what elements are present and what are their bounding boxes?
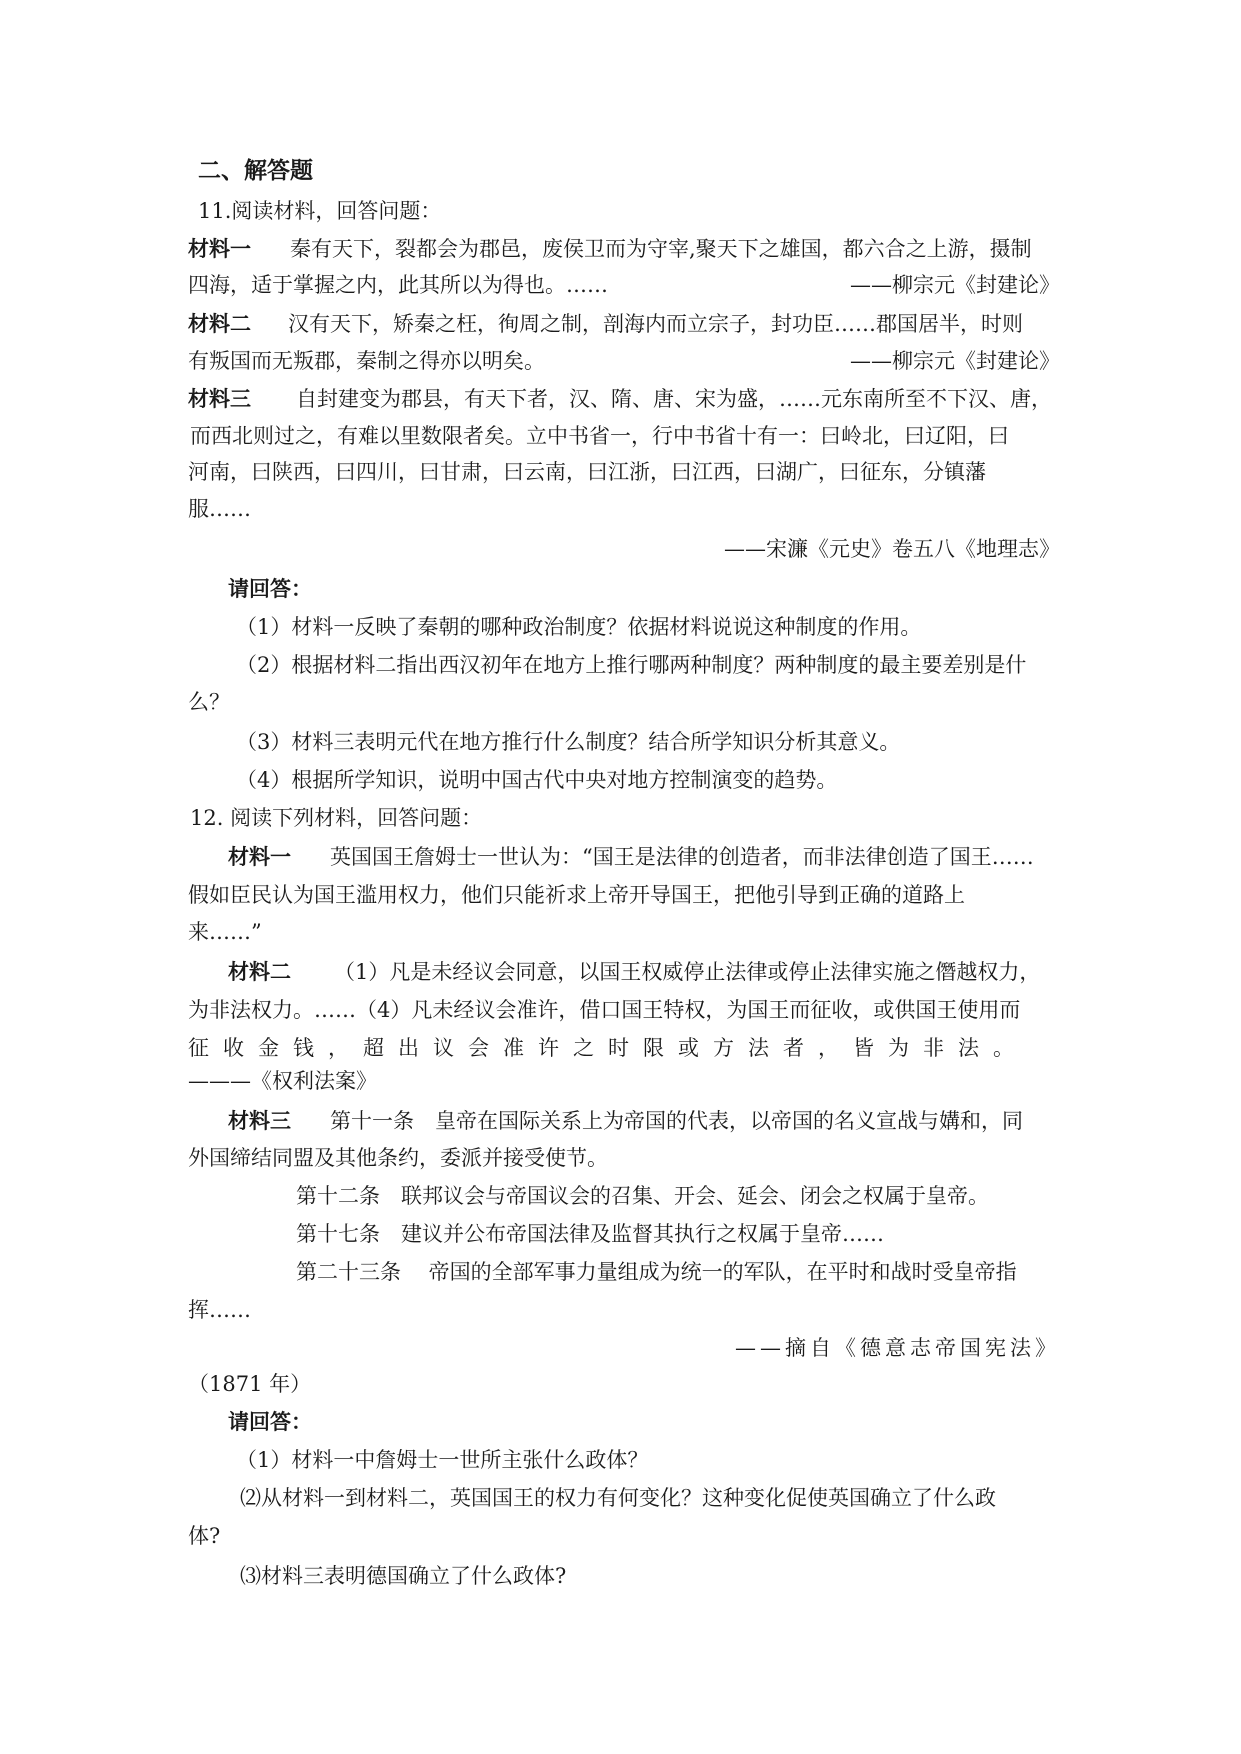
q12-material2-line3: 征收金钱，超出议会准许之时限或方法者，皆为非法。 — [188, 1036, 1028, 1060]
q12-material3-label: 材料三 — [228, 1109, 291, 1133]
q12-material3-year: （1871 年） — [188, 1372, 312, 1396]
q12-material1-label: 材料一 — [228, 845, 291, 869]
q11-material1-source: ——柳宗元《封建论》 — [850, 273, 1060, 297]
q11-material1-label: 材料一 — [188, 237, 251, 261]
q11-question3: （3）材料三表明元代在地方推行什么制度？结合所学知识分析其意义。 — [236, 730, 901, 754]
q12-material1-line2: 假如臣民认为国王滥用权力，他们只能祈求上帝开导国王，把他引导到正确的道路上 — [188, 883, 965, 907]
section-title: 二、解答题 — [198, 158, 313, 184]
q11-material1-line2: 四海，适于掌握之内，此其所以为得也。…… — [188, 273, 608, 297]
q12-question2-line1: ⑵从材料一到材料二，英国国王的权力有何变化？这种变化促使英国确立了什么政 — [240, 1486, 996, 1510]
q12-answer-label: 请回答： — [228, 1410, 312, 1434]
q12-material1-line3: 来……” — [188, 920, 262, 944]
q12-question3: ⑶材料三表明德国确立了什么政体? — [240, 1564, 567, 1588]
q12-material2-source: ———《权利法案》 — [188, 1069, 377, 1093]
q12-material3-article23: 第二十三条 帝国的全部军事力量组成为统一的军队，在平时和战时受皇帝指 — [296, 1260, 1017, 1284]
q11-prompt: 11.阅读材料，回答问题： — [198, 199, 442, 223]
q12-prompt: 12. 阅读下列材料，回答问题： — [190, 806, 483, 830]
q11-material3-line4: 服…… — [188, 497, 251, 521]
q11-question4: （4）根据所学知识，说明中国古代中央对地方控制演变的趋势。 — [236, 768, 838, 792]
q11-material3-source: ——宋濂《元史》卷五八《地理志》 — [724, 537, 1060, 561]
q12-question2-line2: 体? — [188, 1524, 221, 1548]
q12-material2-label: 材料二 — [228, 960, 291, 984]
q11-material3-line2: 而西北则过之，有难以里数限者矣。立中书省一，行中书省十有一：曰岭北，曰辽阳，曰 — [190, 424, 1009, 448]
q11-material2-line2: 有叛国而无叛郡，秦制之得亦以明矣。 — [188, 349, 545, 373]
q11-material2-line1: 汉有天下，矫秦之枉，徇周之制，剖海内而立宗子，封功臣……郡国居半，时则 — [288, 312, 1023, 336]
q12-material2-line2: 为非法权力。……（4）凡未经议会准许，借口国王特权，为国王而征收，或供国王使用而 — [188, 998, 1021, 1022]
q12-material3-line2: 外国缔结同盟及其他条约，委派并接受使节。 — [188, 1146, 608, 1170]
q11-question2-line1: （2）根据材料二指出西汉初年在地方上推行哪两种制度？两种制度的最主要差别是什 — [236, 653, 1027, 677]
q11-material1-line1: 秦有天下，裂都会为郡邑，废侯卫而为守宰,聚天下之雄国，都六合之上游，摄制 — [290, 237, 1032, 261]
q11-material3-line3: 河南，曰陕西，曰四川，曰甘肃，曰云南，曰江浙，曰江西，曰湖广，曰征东，分镇藩 — [188, 460, 986, 484]
q11-material2-label: 材料二 — [188, 312, 251, 336]
q11-material2-source: ——柳宗元《封建论》 — [850, 349, 1060, 373]
q12-material1-line1: 英国国王詹姆士一世认为：“国王是法律的创造者，而非法律创造了国王…… — [330, 845, 1034, 869]
q11-question1: （1）材料一反映了秦朝的哪种政治制度？依据材料说说这种制度的作用。 — [236, 615, 922, 639]
q12-material3-article17: 第十七条 建议并公布帝国法律及监督其执行之权属于皇帝…… — [296, 1222, 884, 1246]
q11-material3-line1: 自封建变为郡县，有天下者，汉、隋、唐、宋为盛，……元东南所至不下汉、唐， — [296, 387, 1052, 411]
q11-question2-line2: 么？ — [188, 690, 230, 714]
q12-question1: （1）材料一中詹姆士一世所主张什么政体？ — [236, 1448, 649, 1472]
q12-material3-line6: 挥…… — [188, 1298, 251, 1322]
q11-answer-label: 请回答： — [228, 577, 312, 601]
q11-material3-label: 材料三 — [188, 387, 251, 411]
q12-material3-line1: 第十一条 皇帝在国际关系上为帝国的代表，以帝国的名义宣战与媾和，同 — [330, 1109, 1023, 1133]
q12-material3-article12: 第十二条 联邦议会与帝国议会的召集、开会、延会、闭会之权属于皇帝。 — [296, 1184, 989, 1208]
q12-material3-source: ——摘自《德意志帝国宪法》 — [735, 1336, 1060, 1360]
q12-material2-line1: （1）凡是未经议会同意，以国王权威停止法律或停止法律实施之僭越权力， — [334, 960, 1041, 984]
